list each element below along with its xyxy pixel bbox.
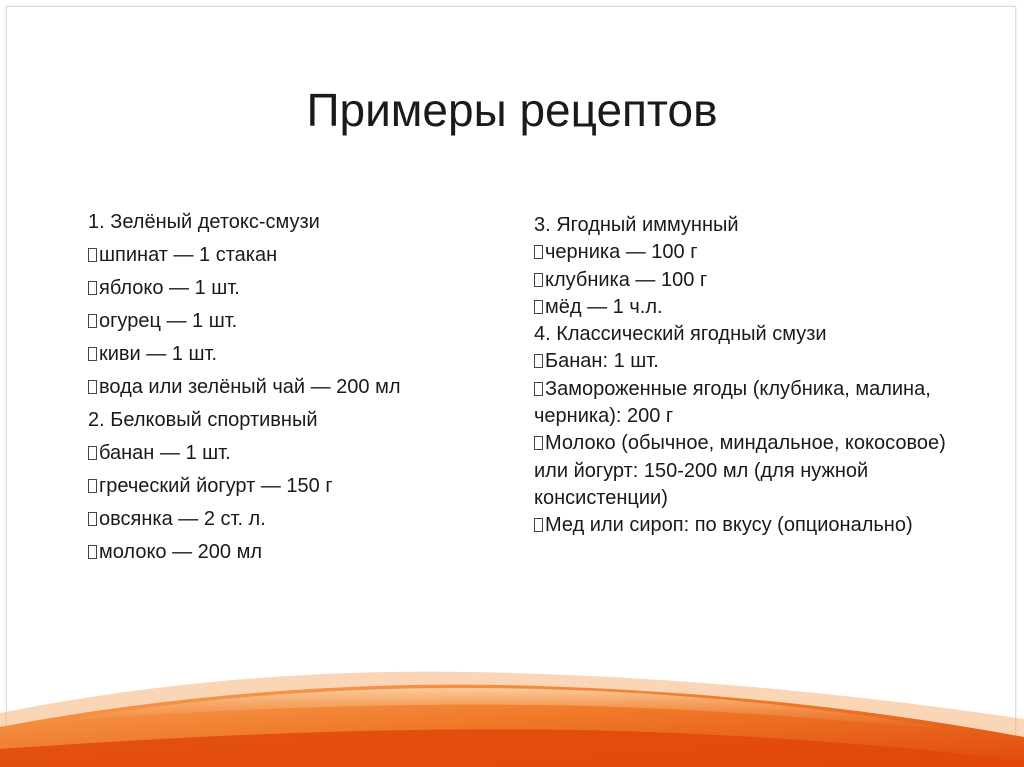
orange-wave-decoration — [0, 627, 1024, 767]
missing-glyph-icon — [534, 518, 543, 532]
missing-glyph-icon — [88, 512, 97, 526]
missing-glyph-icon — [534, 273, 543, 287]
recipe-heading: 4. Классический ягодный смузи — [534, 323, 827, 346]
missing-glyph-icon — [88, 314, 97, 328]
missing-glyph-icon — [534, 382, 543, 396]
ingredient-item: Замороженные ягоды (клубника, малина, черника): 200 г — [534, 377, 931, 428]
missing-glyph-icon — [534, 436, 543, 450]
ingredient-item: шпинат — 1 стакан — [88, 239, 508, 272]
ingredient-item: овсянка — 2 ст. л. — [88, 503, 508, 536]
missing-glyph-icon — [88, 380, 97, 394]
ingredient-item: черника — 100 г — [534, 239, 954, 266]
ingredient-item: Банан: 1 шт. — [534, 348, 954, 375]
missing-glyph-icon — [88, 281, 97, 295]
ingredient-item: греческий йогурт — 150 г — [88, 470, 508, 503]
ingredient-item: Мед или сироп: по вкусу (опционально) — [534, 512, 954, 539]
missing-glyph-icon — [88, 248, 97, 262]
ingredient-item: киви — 1 шт. — [88, 338, 508, 371]
missing-glyph-icon — [88, 545, 97, 559]
missing-glyph-icon — [88, 446, 97, 460]
recipe-heading: 2. Белковый спортивный — [88, 409, 318, 431]
ingredient-item: банан — 1 шт. — [88, 437, 508, 470]
recipes-right-column — [534, 212, 954, 540]
missing-glyph-icon — [534, 245, 543, 259]
ingredient-item: вода или зелёный чай — 200 мл — [88, 371, 508, 404]
missing-glyph-icon — [88, 347, 97, 361]
missing-glyph-icon — [534, 300, 543, 314]
missing-glyph-icon — [534, 354, 543, 368]
slide-title: Примеры рецептов — [306, 84, 718, 136]
ingredient-item: огурец — 1 шт. — [88, 305, 508, 338]
ingredient-item: молоко — 200 мл — [88, 536, 508, 569]
ingredient-item: Молоко (обычное, миндальное, кокосовое) или йогурт: 150-200 мл (для нужной консистенции) — [534, 432, 946, 509]
missing-glyph-icon — [88, 479, 97, 493]
recipe-heading: 3. Ягодный иммунный — [534, 214, 739, 236]
recipe-heading: 1. Зелёный детокс-смузи — [88, 211, 320, 233]
ingredient-item: мёд — 1 ч.л. — [534, 294, 954, 321]
ingredient-item: клубника — 100 г — [534, 267, 954, 294]
recipes-left-column — [88, 206, 508, 569]
ingredient-item: яблоко — 1 шт. — [88, 272, 508, 305]
